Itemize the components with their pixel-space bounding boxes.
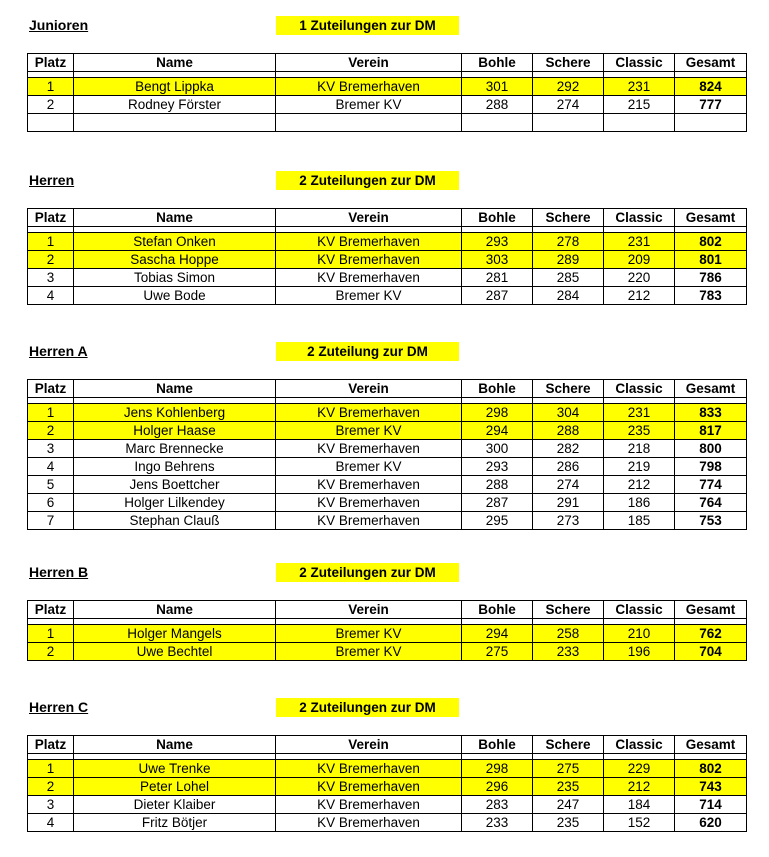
table-row [28,778,747,796]
table-row [28,422,747,440]
cell-classic: 209 [604,251,675,269]
column-header-name: Name [74,54,276,72]
column-header-platz: Platz [28,601,74,619]
cell-platz: 3 [28,796,74,814]
cell-gesamt [675,114,747,132]
cell-bohle: 300 [462,440,533,458]
cell-gesamt: 786 [675,269,747,287]
cell-bohle: 294 [462,422,533,440]
column-header-platz: Platz [28,209,74,227]
cell-schere: 284 [533,287,604,305]
cell-platz: 1 [28,233,74,251]
cell-classic: 212 [604,778,675,796]
cell-gesamt: 704 [675,643,747,661]
results-table [27,379,747,530]
cell-schere: 291 [533,494,604,512]
cell-verein: KV Bremerhaven [276,233,462,251]
cell-platz: 1 [28,625,74,643]
cell-platz: 4 [28,458,74,476]
table-row [28,404,747,422]
cell-bohle: 298 [462,404,533,422]
table-row [28,114,747,132]
cell-platz: 4 [28,814,74,832]
cell-schere: 235 [533,814,604,832]
cell-classic: 210 [604,625,675,643]
cell-gesamt: 743 [675,778,747,796]
cell-gesamt: 753 [675,512,747,530]
column-header-schere: Schere [533,54,604,72]
table-row [28,760,747,778]
cell-schere: 304 [533,404,604,422]
table-row [28,625,747,643]
cell-bohle: 287 [462,494,533,512]
cell-schere: 282 [533,440,604,458]
allocation-badge: 2 Zuteilungen zur DM [276,563,459,582]
cell-name: Jens Kohlenberg [74,404,276,422]
section-title: Herren [29,172,75,188]
cell-classic: 218 [604,440,675,458]
cell-verein: KV Bremerhaven [276,78,462,96]
results-table [27,53,747,132]
cell-verein: Bremer KV [276,287,462,305]
column-header-verein: Verein [276,601,462,619]
column-header-gesamt: Gesamt [675,736,747,754]
column-header-schere: Schere [533,736,604,754]
cell-schere: 258 [533,625,604,643]
cell-platz: 2 [28,643,74,661]
cell-platz: 2 [28,251,74,269]
column-header-platz: Platz [28,54,74,72]
section-title: Herren C [29,699,89,715]
cell-bohle: 287 [462,287,533,305]
cell-verein: KV Bremerhaven [276,760,462,778]
column-header-classic: Classic [604,209,675,227]
cell-schere: 273 [533,512,604,530]
cell-classic: 212 [604,476,675,494]
results-table [27,735,747,832]
cell-platz: 1 [28,760,74,778]
cell-gesamt: 774 [675,476,747,494]
cell-schere: 247 [533,796,604,814]
cell-verein: KV Bremerhaven [276,778,462,796]
cell-classic: 215 [604,96,675,114]
column-header-schere: Schere [533,380,604,398]
cell-gesamt: 801 [675,251,747,269]
column-header-gesamt: Gesamt [675,601,747,619]
cell-name: Peter Lohel [74,778,276,796]
results-table [27,208,747,305]
cell-gesamt: 833 [675,404,747,422]
cell-verein: KV Bremerhaven [276,404,462,422]
cell-verein: Bremer KV [276,643,462,661]
cell-schere: 274 [533,96,604,114]
cell-bohle [462,114,533,132]
cell-gesamt: 802 [675,760,747,778]
cell-classic: 229 [604,760,675,778]
column-header-gesamt: Gesamt [675,209,747,227]
cell-name: Rodney Förster [74,96,276,114]
cell-name: Bengt Lippka [74,78,276,96]
cell-name: Holger Mangels [74,625,276,643]
cell-verein: KV Bremerhaven [276,269,462,287]
cell-platz: 1 [28,78,74,96]
cell-name: Uwe Bechtel [74,643,276,661]
cell-platz: 3 [28,440,74,458]
cell-bohle: 303 [462,251,533,269]
cell-gesamt: 714 [675,796,747,814]
cell-verein: KV Bremerhaven [276,494,462,512]
cell-verein: KV Bremerhaven [276,796,462,814]
table-row [28,269,747,287]
cell-bohle: 296 [462,778,533,796]
cell-name: Ingo Behrens [74,458,276,476]
cell-classic: 220 [604,269,675,287]
cell-bohle: 288 [462,96,533,114]
cell-gesamt: 762 [675,625,747,643]
cell-bohle: 275 [462,643,533,661]
cell-classic: 152 [604,814,675,832]
cell-verein: Bremer KV [276,625,462,643]
cell-platz [28,114,74,132]
cell-verein: KV Bremerhaven [276,251,462,269]
column-header-bohle: Bohle [462,209,533,227]
column-header-platz: Platz [28,736,74,754]
cell-classic: 219 [604,458,675,476]
column-header-gesamt: Gesamt [675,54,747,72]
cell-gesamt: 783 [675,287,747,305]
table-row [28,814,747,832]
section-title: Herren A [29,343,88,359]
cell-name [74,114,276,132]
cell-bohle: 295 [462,512,533,530]
cell-platz: 5 [28,476,74,494]
cell-name: Dieter Klaiber [74,796,276,814]
cell-verein [276,114,462,132]
cell-bohle: 293 [462,458,533,476]
cell-bohle: 233 [462,814,533,832]
table-row [28,796,747,814]
cell-bohle: 288 [462,476,533,494]
cell-verein: Bremer KV [276,458,462,476]
column-header-name: Name [74,380,276,398]
cell-bohle: 294 [462,625,533,643]
cell-name: Stephan Clauß [74,512,276,530]
column-header-verein: Verein [276,209,462,227]
cell-classic: 186 [604,494,675,512]
cell-schere: 292 [533,78,604,96]
cell-schere: 275 [533,760,604,778]
cell-classic [604,114,675,132]
cell-platz: 6 [28,494,74,512]
cell-verein: KV Bremerhaven [276,476,462,494]
cell-schere: 235 [533,778,604,796]
cell-schere: 289 [533,251,604,269]
allocation-badge: 2 Zuteilungen zur DM [276,698,459,717]
column-header-schere: Schere [533,209,604,227]
section-title: Herren B [29,564,89,580]
column-header-bohle: Bohle [462,736,533,754]
cell-gesamt: 824 [675,78,747,96]
cell-name: Jens Boettcher [74,476,276,494]
cell-verein: KV Bremerhaven [276,440,462,458]
cell-name: Fritz Bötjer [74,814,276,832]
allocation-badge: 1 Zuteilungen zur DM [276,16,459,35]
cell-name: Tobias Simon [74,269,276,287]
cell-verein: KV Bremerhaven [276,512,462,530]
cell-platz: 2 [28,422,74,440]
column-header-classic: Classic [604,601,675,619]
table-row [28,458,747,476]
cell-bohle: 301 [462,78,533,96]
column-header-verein: Verein [276,54,462,72]
cell-platz: 2 [28,778,74,796]
section-title: Junioren [29,17,89,33]
column-header-bohle: Bohle [462,54,533,72]
cell-verein: Bremer KV [276,422,462,440]
cell-classic: 231 [604,233,675,251]
column-header-name: Name [74,601,276,619]
table-row [28,494,747,512]
cell-name: Marc Brennecke [74,440,276,458]
cell-platz: 3 [28,269,74,287]
cell-gesamt: 777 [675,96,747,114]
table-header-row [28,601,747,619]
cell-gesamt: 798 [675,458,747,476]
table-row [28,78,747,96]
cell-name: Holger Lilkendey [74,494,276,512]
table-row [28,440,747,458]
cell-schere: 274 [533,476,604,494]
cell-name: Uwe Trenke [74,760,276,778]
column-header-classic: Classic [604,736,675,754]
table-header-row [28,209,747,227]
column-header-platz: Platz [28,380,74,398]
cell-bohle: 283 [462,796,533,814]
cell-platz: 1 [28,404,74,422]
cell-classic: 231 [604,404,675,422]
column-header-verein: Verein [276,736,462,754]
table-row [28,287,747,305]
cell-name: Holger Haase [74,422,276,440]
cell-schere: 288 [533,422,604,440]
column-header-bohle: Bohle [462,380,533,398]
cell-classic: 196 [604,643,675,661]
cell-bohle: 281 [462,269,533,287]
column-header-name: Name [74,209,276,227]
table-row [28,251,747,269]
results-table [27,600,747,661]
table-row [28,643,747,661]
column-header-bohle: Bohle [462,601,533,619]
allocation-badge: 2 Zuteilung zur DM [276,342,459,361]
table-header-row [28,54,747,72]
column-header-name: Name [74,736,276,754]
cell-name: Sascha Hoppe [74,251,276,269]
cell-bohle: 293 [462,233,533,251]
cell-verein: Bremer KV [276,96,462,114]
cell-schere: 278 [533,233,604,251]
cell-gesamt: 802 [675,233,747,251]
cell-classic: 185 [604,512,675,530]
cell-bohle: 298 [462,760,533,778]
cell-name: Uwe Bode [74,287,276,305]
cell-schere: 285 [533,269,604,287]
cell-classic: 212 [604,287,675,305]
column-header-gesamt: Gesamt [675,380,747,398]
cell-gesamt: 620 [675,814,747,832]
cell-platz: 2 [28,96,74,114]
cell-verein: KV Bremerhaven [276,814,462,832]
column-header-verein: Verein [276,380,462,398]
cell-platz: 7 [28,512,74,530]
cell-schere: 286 [533,458,604,476]
cell-schere: 233 [533,643,604,661]
allocation-badge: 2 Zuteilungen zur DM [276,171,459,190]
table-row [28,96,747,114]
table-header-row [28,380,747,398]
column-header-classic: Classic [604,380,675,398]
table-row [28,476,747,494]
cell-schere [533,114,604,132]
cell-classic: 231 [604,78,675,96]
table-row [28,233,747,251]
cell-platz: 4 [28,287,74,305]
cell-name: Stefan Onken [74,233,276,251]
cell-classic: 235 [604,422,675,440]
column-header-classic: Classic [604,54,675,72]
cell-gesamt: 764 [675,494,747,512]
table-row [28,512,747,530]
cell-classic: 184 [604,796,675,814]
cell-gesamt: 817 [675,422,747,440]
table-header-row [28,736,747,754]
column-header-schere: Schere [533,601,604,619]
cell-gesamt: 800 [675,440,747,458]
